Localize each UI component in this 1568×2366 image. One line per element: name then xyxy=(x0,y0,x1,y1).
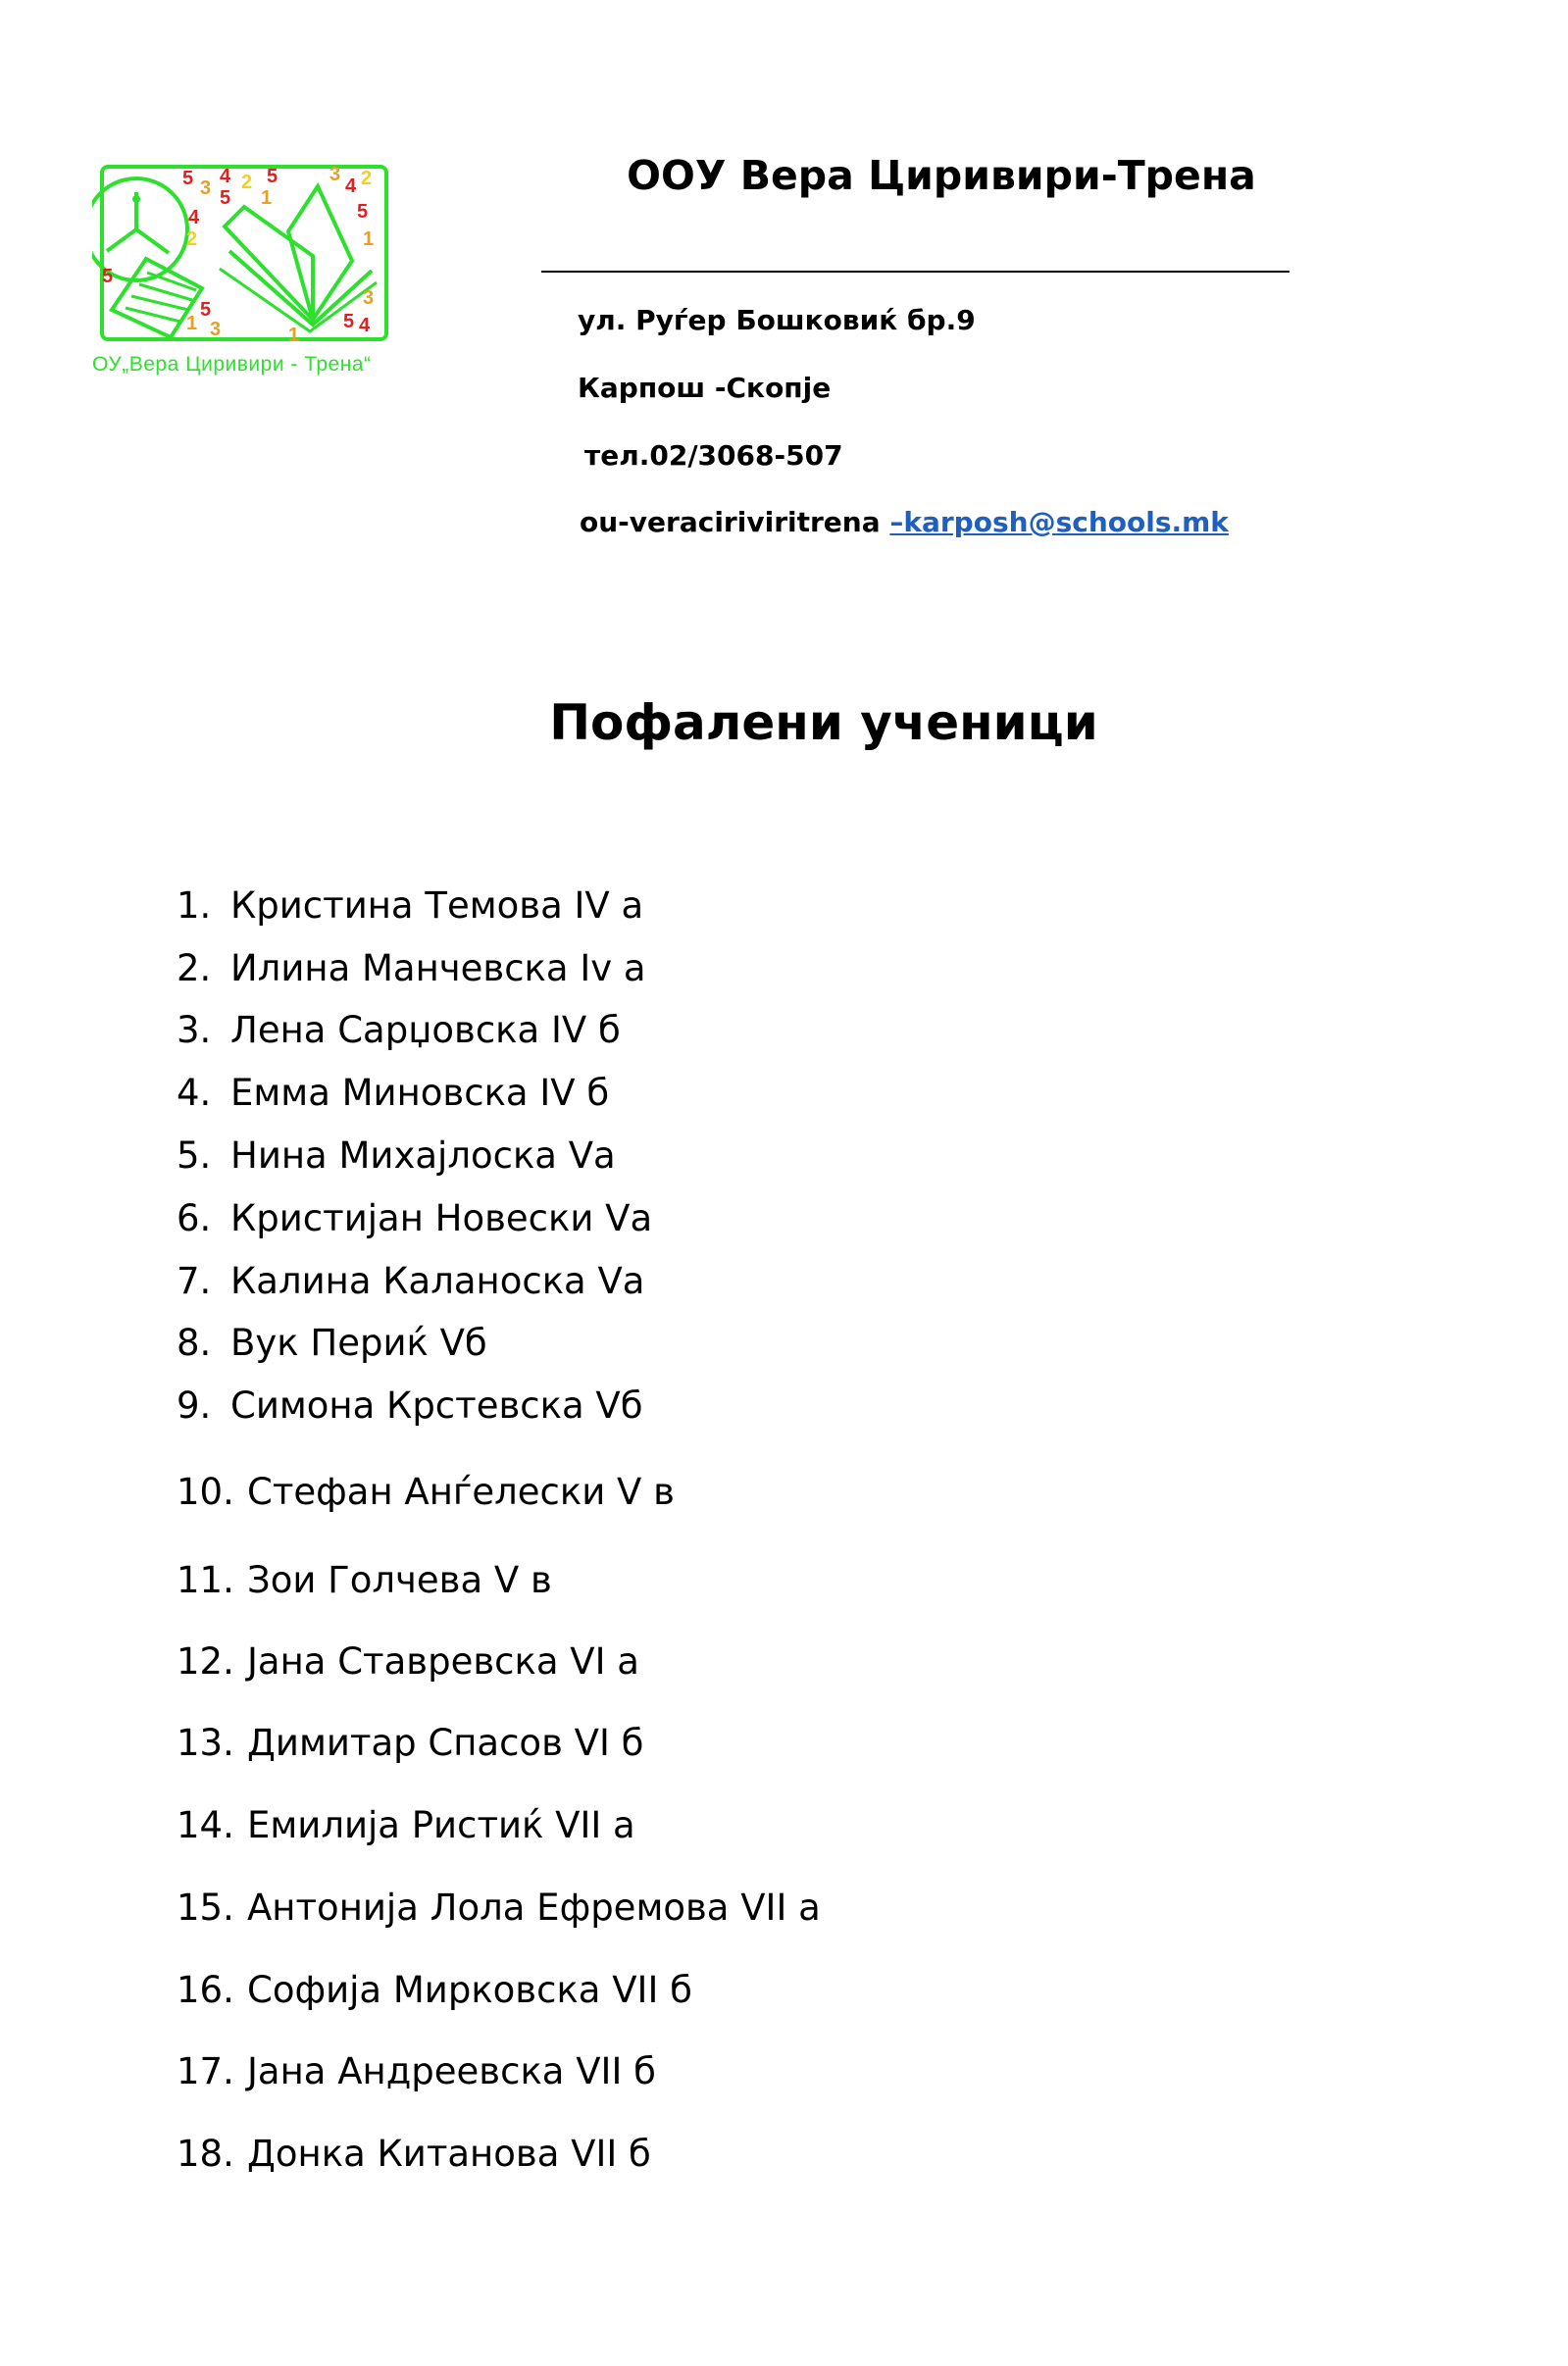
item-name: Емма Миновска IV б xyxy=(230,1072,610,1114)
item-number: 7. xyxy=(177,1260,212,1302)
item-name: Софија Мирковска VII б xyxy=(247,1969,692,2011)
list-item xyxy=(177,1804,635,1846)
item-name: Зои Голчева V в xyxy=(247,1559,552,1601)
list-item xyxy=(177,1969,692,2011)
address-phone: тел.02/3068-507 xyxy=(584,439,843,472)
item-name: Емилија Ристиќ VII а xyxy=(247,1804,635,1846)
item-name: Јана Андреевска VII б xyxy=(247,2050,656,2092)
svg-text:3: 3 xyxy=(329,164,341,185)
svg-text:1: 1 xyxy=(261,187,273,209)
list-item xyxy=(177,1640,639,1683)
list-item xyxy=(177,1322,487,1364)
header-divider xyxy=(541,271,1290,273)
list-item xyxy=(177,1009,621,1051)
item-name: Кристијан Новески Vа xyxy=(230,1197,653,1239)
school-logo xyxy=(92,163,406,388)
item-number: 8. xyxy=(177,1322,212,1364)
list-item xyxy=(177,1471,675,1513)
svg-text:2: 2 xyxy=(361,168,373,189)
svg-text:4: 4 xyxy=(359,315,371,336)
item-number: 1. xyxy=(177,884,212,927)
item-name: Донка Китанова VII б xyxy=(247,2133,651,2175)
address-city: Карпош -Скопје xyxy=(578,372,832,404)
svg-text:5: 5 xyxy=(182,168,194,189)
svg-text:2: 2 xyxy=(241,172,253,193)
page-title: Пофалени ученици xyxy=(549,694,1098,751)
svg-text:3: 3 xyxy=(200,177,212,199)
list-item xyxy=(177,1134,616,1177)
list-item xyxy=(177,1197,652,1239)
item-name: Калина Каланоска Vа xyxy=(230,1260,645,1302)
svg-text:1: 1 xyxy=(363,228,375,250)
item-name: Јана Ставревска VI а xyxy=(247,1640,639,1683)
item-number: 6. xyxy=(177,1197,212,1239)
svg-text:5: 5 xyxy=(200,299,212,321)
item-number: 18. xyxy=(177,2133,234,2175)
item-name: Лена Сарџовска IV б xyxy=(230,1009,621,1051)
item-number: 5. xyxy=(177,1134,212,1177)
item-name: Антонија Лола Ефремова VII а xyxy=(247,1887,821,1929)
list-item xyxy=(177,947,646,989)
email-link[interactable]: –karposh@schools.mk xyxy=(889,506,1229,538)
svg-text:5: 5 xyxy=(220,187,231,209)
svg-text:3: 3 xyxy=(363,287,375,309)
svg-text:3: 3 xyxy=(210,319,222,340)
list-item xyxy=(177,884,643,927)
svg-text:5: 5 xyxy=(343,311,355,332)
svg-text:5: 5 xyxy=(357,201,369,223)
email-prefix: ou-veraciriviritrena xyxy=(580,506,890,538)
list-item xyxy=(177,1384,643,1427)
logo-caption: ОУ„Вера Циривири - Трена“ xyxy=(92,353,372,376)
list-item xyxy=(177,1260,644,1302)
svg-text:4: 4 xyxy=(220,166,231,187)
list-item xyxy=(177,1559,552,1601)
item-name: Вук Периќ Vб xyxy=(230,1322,487,1364)
item-number: 9. xyxy=(177,1384,212,1427)
item-number: 11. xyxy=(177,1559,234,1601)
svg-text:1: 1 xyxy=(186,313,198,334)
item-number: 4. xyxy=(177,1072,212,1114)
item-name: Илина Манчевска Iv а xyxy=(230,947,646,989)
item-number: 2. xyxy=(177,947,212,989)
list-item xyxy=(177,1887,821,1929)
item-number: 3. xyxy=(177,1009,212,1051)
address-street: ул. Руѓер Бошковиќ бр.9 xyxy=(578,304,976,336)
svg-text:1: 1 xyxy=(288,325,300,346)
school-name: ООУ Вера Циривири-Трена xyxy=(627,152,1256,199)
address-email xyxy=(580,506,1229,538)
item-name: Димитар Спасов VI б xyxy=(247,1722,644,1764)
svg-text:2: 2 xyxy=(186,228,198,250)
logo-graphic xyxy=(92,163,406,349)
item-name: Симона Крстевска Vб xyxy=(230,1384,643,1427)
item-number: 14. xyxy=(177,1804,234,1846)
list-item xyxy=(177,2050,656,2092)
list-item xyxy=(177,2133,651,2175)
list-item xyxy=(177,1072,609,1114)
item-name: Стефан Анѓелески V в xyxy=(247,1471,675,1513)
item-number: 12. xyxy=(177,1640,234,1683)
item-number: 13. xyxy=(177,1722,234,1764)
item-number: 15. xyxy=(177,1887,234,1929)
item-number: 10. xyxy=(177,1471,234,1513)
svg-text:5: 5 xyxy=(102,266,114,287)
item-name: Кристина Темова IV а xyxy=(230,884,644,927)
list-item xyxy=(177,1722,643,1764)
svg-text:5: 5 xyxy=(267,166,278,187)
item-name: Нина Михајлоска Vа xyxy=(230,1134,616,1177)
item-number: 17. xyxy=(177,2050,234,2092)
svg-text:4: 4 xyxy=(345,176,357,197)
svg-text:4: 4 xyxy=(188,207,200,228)
item-number: 16. xyxy=(177,1969,234,2011)
